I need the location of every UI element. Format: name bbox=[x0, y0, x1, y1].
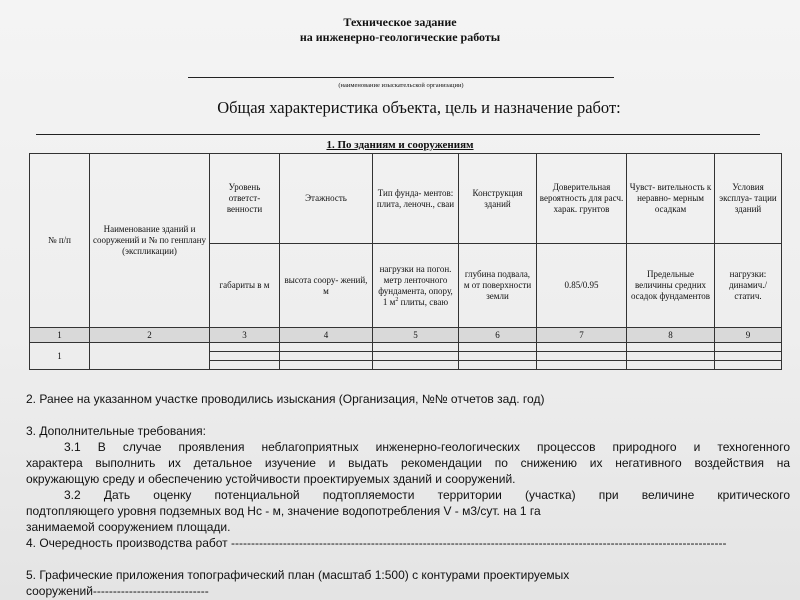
buildings-table bbox=[29, 153, 782, 370]
section-5 bbox=[26, 567, 790, 599]
header-floors: Этажность bbox=[280, 154, 373, 244]
header-num: № п/п bbox=[30, 154, 90, 328]
section-3-1 bbox=[26, 439, 790, 487]
row-1-num: 1 bbox=[30, 343, 90, 370]
section-5-line: 5. Графические приложения топографический план (масштаб 1:500) с контурами проектируемых bbox=[26, 568, 570, 582]
col-number: 6 bbox=[459, 328, 537, 343]
table-cell bbox=[373, 343, 459, 352]
subheader-loads: нагрузки: динамич./ статич. bbox=[715, 244, 782, 328]
table-cell bbox=[537, 343, 627, 352]
subheader-settlement-limits: Предельные величины средних осадок фундаментов bbox=[627, 244, 715, 328]
section-3-1-line: 3.1 В случае проявления неблагоприятных инженерно-геологических процессов природного и техногенного bbox=[64, 440, 790, 454]
section-3 bbox=[26, 423, 790, 439]
table-cell bbox=[280, 343, 373, 352]
table-cell bbox=[210, 352, 280, 361]
organization-name-line bbox=[188, 77, 614, 78]
col-number: 7 bbox=[537, 328, 627, 343]
col-number: 3 bbox=[210, 328, 280, 343]
subheader-basement-depth: глубина подвала, м от поверхности земли bbox=[459, 244, 537, 328]
section-3-title: 3. Дополнительные требования: bbox=[26, 424, 206, 438]
header-confidence-probability: Доверительная вероятность для расч. харак. грунтов bbox=[537, 154, 627, 244]
table-cell bbox=[627, 343, 715, 352]
subheader-probability-value: 0.85/0.95 bbox=[537, 244, 627, 328]
table-cell bbox=[373, 361, 459, 370]
table-cell bbox=[537, 361, 627, 370]
section-3-2-line: 3.2 Дать оценку потенциальной подтопляемости территории (участка) при величине критического bbox=[64, 488, 790, 502]
header-building-name: Наименование зданий и сооружений и № по генплану (экспликации) bbox=[90, 154, 210, 328]
table-cell bbox=[210, 343, 280, 352]
header-construction: Конструкция зданий bbox=[459, 154, 537, 244]
document-title-line1: Техническое задание bbox=[343, 15, 457, 29]
col-number: 4 bbox=[280, 328, 373, 343]
section-1-title: 1. По зданиям и сооружениям bbox=[326, 139, 474, 151]
section-3-1-line: характера выполнить их детальное изучение и выдать рекомендации по снижению их негативного воздействия на bbox=[26, 456, 790, 470]
section-4-text: 4. Очередность производства работ ---------------------------------------------------------------------------------------------------------------------------- bbox=[26, 536, 727, 550]
col-number: 2 bbox=[90, 328, 210, 343]
table-cell bbox=[90, 343, 210, 370]
table-cell bbox=[373, 352, 459, 361]
section-3-1-line: окружающую среду и обеспечению устойчивости проектируемых зданий и сооружений. bbox=[26, 472, 516, 486]
section-3-2-line: подтопляющего уровня подземных вод Нс - м, значение водопотребления V - м3/сут. на 1 га bbox=[26, 504, 541, 518]
table-cell bbox=[280, 352, 373, 361]
table-cell bbox=[210, 361, 280, 370]
section-5-line: сооружений----------------------------- bbox=[26, 584, 209, 598]
header-foundation-type: Тип фунда- ментов: плита, леночн., сваи bbox=[373, 154, 459, 244]
table-cell bbox=[627, 361, 715, 370]
table-cell bbox=[459, 343, 537, 352]
table-cell bbox=[537, 352, 627, 361]
section-2 bbox=[26, 391, 790, 407]
col-number: 5 bbox=[373, 328, 459, 343]
object-characteristics-heading: Общая характеристика объекта, цель и назначение работ: bbox=[217, 98, 621, 117]
table-cell bbox=[715, 361, 782, 370]
header-operating-conditions: Условия эксплуа- тации зданий bbox=[715, 154, 782, 244]
col-number: 8 bbox=[627, 328, 715, 343]
table-cell bbox=[459, 361, 537, 370]
col-number: 9 bbox=[715, 328, 782, 343]
table-cell bbox=[280, 361, 373, 370]
section-4 bbox=[26, 535, 790, 551]
table-cell bbox=[627, 352, 715, 361]
header-responsibility-level: Уровень ответст- венности bbox=[210, 154, 280, 244]
table-cell bbox=[715, 343, 782, 352]
section-3-2 bbox=[26, 487, 790, 535]
subheader-dimensions: габариты в м bbox=[210, 244, 280, 328]
table-cell bbox=[715, 352, 782, 361]
subheader-foundation-load: нагрузки на погон. метр ленточного фундамента, опору, 1 $м^2$ плиты, сваю bbox=[373, 244, 459, 328]
table-cell bbox=[459, 352, 537, 361]
characteristics-fill-line bbox=[36, 134, 760, 135]
col-number: 1 bbox=[30, 328, 90, 343]
organization-caption: (наименование изыскательской организации) bbox=[338, 82, 464, 89]
section-2-text: 2. Ранее на указанном участке проводились изыскания (Организация, №№ отчетов зад. год) bbox=[26, 392, 545, 406]
subheader-height: высота соору- жений, м bbox=[280, 244, 373, 328]
document-title-line2: на инженерно-геологические работы bbox=[299, 30, 501, 44]
section-3-2-line: занимаемой сооружением площади. bbox=[26, 520, 231, 534]
header-settlement-sensitivity: Чувст- вительность к неравно- мерным осадкам bbox=[627, 154, 715, 244]
